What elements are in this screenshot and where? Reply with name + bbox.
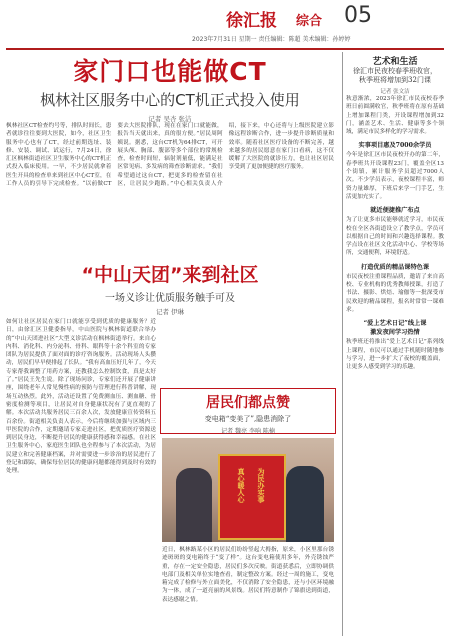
sidebar-subhead: 就近便捷推广布点 bbox=[370, 207, 420, 215]
sidebar-paragraph: 今年是徐汇区市民夜校开办的第二年，春季班共开设课程23门，覆盖全区13个街镇，累计服务学员超过7000人次。不少学员表示，夜校课程丰富，师资力量雄厚，下班后来学一门手艺，生活更加充实了。 bbox=[346, 152, 444, 200]
sidebar-subhead: 激发夜间学习热情 bbox=[370, 329, 420, 337]
sidebar-paragraph: 秋季班还将推出“爱上艺术日记”系列线上课程，市民可以通过手机随时随地参与学习，进一步扩大了夜校的覆盖面，让更多人感受到学习的乐趣。 bbox=[346, 339, 444, 371]
third-subtitle: 变电箱“变美了”,隐患消除了 bbox=[204, 415, 292, 423]
second-subtitle: 一场义诊让优质服务触手可及 bbox=[105, 293, 235, 304]
masthead bbox=[6, 4, 444, 50]
lead-body: 枫林社区CT检查约号等，排队时间长，患者就诊往往要到大医院，如今，社区卫生服务中心也有了CT，经过前期选址、装修、安装、调试、试运行，7月24日，徐汇区枫林街道社区卫生服务中心的CT机正式投入临床使用。一早，不少居民就拿着医生开具的检查单来到社区中心CT室，在工作人员的引导下完成检查。“以前做CT要去大医院排队，现在在家门口就能做，报告当天就出来，真的很方便。”居民周阿姨说。据悉，这台CT机为64排CT，可开展头颅、胸部、腹部等多个部位的常规检查，检查时间短，辐射剂量低，能满足社区常见病、多发病的筛查诊断需求。“我们希望通过这台CT，把更多的检查留在社区，让居民少跑路。”中心相关负责人介绍，接下来，中心还将与上级医院建立影像远程诊断合作，进一步提升诊断质量和效率。随着社区医疗设备的不断完善，越来越多的居民愿意在家门口看病，这不仅缓解了大医院的就诊压力，也让社区居民享受到了更加便捷的医疗服务。 bbox=[6, 123, 334, 188]
lead-headline-block bbox=[6, 52, 334, 123]
sidebar-subhead: 实事项目惠及7000余学员 bbox=[358, 142, 432, 150]
paper-name: 徐汇报 bbox=[226, 11, 277, 31]
sidebar-headline-line: 秋季班将增加到32门课 bbox=[359, 76, 431, 84]
column-title: 艺术和生活 bbox=[372, 57, 418, 67]
sidebar-paragraph: 为了让更多市民能够就近学习，市民夜校在全区各街道设立了教学点，学员可以根据自己的时间和兴趣选择课程。教学点设在社区文化活动中心、学校等场所，交通便利，环境舒适。 bbox=[346, 217, 444, 257]
sidebar-paragraph: 市民夜校注重课程品质，邀请了来自高校、专业机构的优秀教师授课，打造了书法、摄影、烘焙、瑜伽等一批深受市民欢迎的精品课程，报名时常常一课难求。 bbox=[346, 273, 444, 313]
lead-byline: 记者 吴杏 张洁 bbox=[148, 115, 192, 123]
lead-title: 家门口也能做CT bbox=[73, 57, 267, 86]
person-figure bbox=[286, 466, 324, 542]
second-title: “中山天团”来到社区 bbox=[81, 264, 259, 286]
sidebar-column bbox=[342, 52, 447, 636]
person-figure bbox=[176, 468, 212, 542]
dateline: 2023年7月31日 星期一 责任编辑：陈超 美术编辑：孙婷婷 bbox=[192, 36, 351, 43]
sidebar-subhead: “爱上艺术日记”线上课 bbox=[363, 320, 427, 328]
second-body: 如何让社区居民在家门口就能享受到优质的健康服务？近日，由徐汇区卫健委指导，中山医院与枫林街道联合举办的“中山天团进社区”大型义诊活动在枫林街道举行。来自心内科、消化科、内分泌科、骨科、眼科等十余个科室的专家团队为居民提供了面对面的诊疗咨询服务。活动现场人头攒动，居民们早早便排起了长队。“我有高血压好几年了，今天专家帮我调整了用药方案，还教我怎么控制饮食，真是太好了。”居民王先生说。除了现场问诊，专家们还开展了健康讲座，围绕老年人常见慢性病的预防与管理进行科普讲解，现场互动热烈。此外，活动还设置了免费测血压、测血糖、骨密度检测等项目，让居民对自身健康状况有了更直观的了解。本次活动共服务居民三百余人次，发放健康宣传资料五百余份。街道相关负责人表示，今后将继续加强与区域内三甲医院的合作，定期邀请专家走进社区，把优质医疗资源送到居民身边，不断提升居民的健康获得感和幸福感。在社区卫生服务中心，家庭医生团队也全程参与了本次活动，为居民建立和完善健康档案，并对需要进一步诊治的居民进行了登记和跟踪，确保每位居民的健康问题都能得到及时有效的处理。 bbox=[6, 319, 156, 475]
news-photo bbox=[162, 438, 334, 542]
third-headline-block bbox=[160, 388, 336, 434]
section-label: 综合 bbox=[296, 14, 323, 29]
third-body: 近日，枫林路某小区的居民们纷纷竖起大拇指，原来，小区里那台锈迹斑斑的变电箱终于“变了样”。这台变电箱使用多年，外壳锈蚀严重，存在一定安全隐患，居民们多次反映。街道获悉后，立即协调供电部门及相关单位实地查看，制定整改方案。经过一周的施工，变电箱完成了检修与外立面美化，不仅消除了安全隐患，还与小区环境融为一体，成了一道亮丽的风景线。居民们特意制作了锦旗送到街道，表达感谢之情。 bbox=[162, 547, 334, 603]
sidebar-subhead: 打造优质的精品课特色课 bbox=[360, 263, 430, 271]
banner-text-right: 真心暖人心 bbox=[237, 468, 245, 503]
page-number: 05 bbox=[344, 3, 372, 28]
sidebar-byline: 记者 张文洁 bbox=[380, 89, 410, 95]
third-byline: 记者 魏亮 李响 陈楠 bbox=[221, 428, 275, 435]
third-title: 居民们都点赞 bbox=[206, 395, 290, 411]
second-byline: 记者 伊琳 bbox=[155, 308, 185, 316]
banner-text-left: 为民办实事 bbox=[257, 468, 265, 503]
sidebar-intro: 秋意渐浓，2023年徐汇市民夜校春季班日前圆满收官，秋季班将在原有基础上增加课程门类，开设课程增加到32门，涵盖艺术、生活、健康等多个领域，满足市民多样化的学习需求。 bbox=[346, 96, 444, 136]
second-headline-block bbox=[6, 260, 334, 316]
silk-banner bbox=[218, 454, 286, 540]
lead-subtitle: 枫林社区服务中心的CT机正式投入使用 bbox=[40, 91, 300, 109]
sidebar-headline-line: 徐汇市民夜校春季班收官， bbox=[353, 67, 437, 75]
